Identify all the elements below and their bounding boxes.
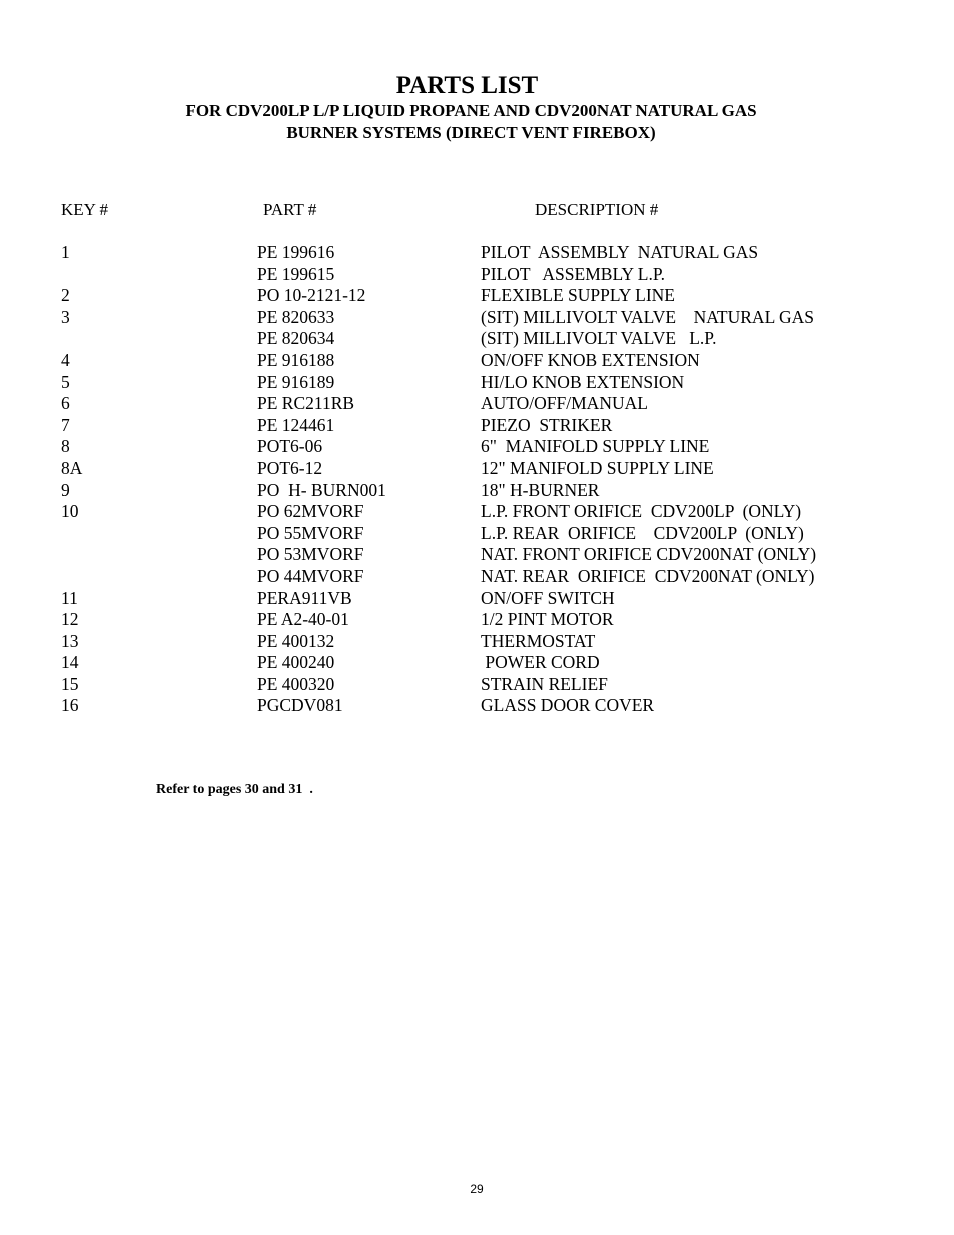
table-row bbox=[0, 588, 954, 610]
table-row bbox=[0, 609, 954, 631]
part-description-cell: NAT. FRONT ORIFICE CDV200NAT (ONLY) bbox=[481, 544, 817, 565]
part-key-cell: 13 bbox=[61, 630, 79, 651]
part-number-cell: PE 820633 bbox=[257, 306, 335, 327]
part-number-cell: PGCDV081 bbox=[257, 695, 343, 716]
subtitle-line-1: FOR CDV200LP L/P LIQUID PROPANE AND CDV200NAT NATURAL GAS bbox=[185, 101, 757, 120]
part-description-cell: THERMOSTAT bbox=[481, 630, 596, 651]
part-description-cell: POWER CORD bbox=[481, 652, 600, 673]
part-number-cell: PE 400132 bbox=[257, 630, 335, 651]
part-description-cell: NAT. REAR ORIFICE CDV200NAT (ONLY) bbox=[481, 565, 815, 586]
table-row bbox=[0, 631, 954, 653]
table-row bbox=[0, 501, 954, 523]
page-number: 29 bbox=[470, 1182, 484, 1196]
part-number-cell: PERA911VB bbox=[257, 587, 352, 608]
table-row bbox=[0, 328, 954, 350]
part-key-cell: 5 bbox=[61, 371, 70, 392]
part-description-cell: 1/2 PINT MOTOR bbox=[481, 609, 614, 630]
part-description-cell: L.P. FRONT ORIFICE CDV200LP (ONLY) bbox=[481, 501, 802, 522]
table-row bbox=[0, 695, 954, 717]
column-header-description: DESCRIPTION # bbox=[535, 200, 659, 219]
part-number-cell: PE 124461 bbox=[257, 414, 335, 435]
part-number-cell: PE RC211RB bbox=[257, 393, 355, 414]
part-key-cell: 15 bbox=[61, 673, 79, 694]
part-number-cell: PO 53MVORF bbox=[257, 544, 364, 565]
part-description-cell: ON/OFF KNOB EXTENSION bbox=[481, 349, 700, 370]
table-row bbox=[0, 393, 954, 415]
table-row bbox=[0, 523, 954, 545]
part-number-cell: PO 62MVORF bbox=[257, 501, 364, 522]
part-key-cell: 11 bbox=[61, 587, 78, 608]
part-key-cell: 3 bbox=[61, 306, 70, 327]
part-number-cell: POT6-12 bbox=[257, 457, 323, 478]
part-key-cell: 7 bbox=[61, 414, 70, 435]
part-key-cell: 16 bbox=[61, 695, 79, 716]
part-key-cell: 9 bbox=[61, 479, 70, 500]
part-number-cell: PE 916188 bbox=[257, 349, 335, 370]
table-row bbox=[0, 458, 954, 480]
part-description-cell: PILOT ASSEMBLY L.P. bbox=[481, 263, 665, 284]
table-row bbox=[0, 480, 954, 502]
part-description-cell: STRAIN RELIEF bbox=[481, 673, 608, 694]
table-row bbox=[0, 372, 954, 394]
table-row bbox=[0, 415, 954, 437]
part-number-cell: PO 55MVORF bbox=[257, 522, 364, 543]
part-key-cell: 8A bbox=[61, 457, 83, 478]
part-number-cell: PE 199616 bbox=[257, 242, 335, 262]
part-number-cell: PO 44MVORF bbox=[257, 565, 364, 586]
part-key-cell: 4 bbox=[61, 349, 70, 370]
part-description-cell: L.P. REAR ORIFICE CDV200LP (ONLY) bbox=[481, 522, 804, 543]
part-number-cell: POT6-06 bbox=[257, 436, 323, 457]
reference-note: Refer to pages 30 and 31 . bbox=[156, 782, 313, 797]
part-key-cell: 2 bbox=[61, 285, 70, 306]
subtitle-line-2: BURNER SYSTEMS (DIRECT VENT FIREBOX) bbox=[286, 123, 656, 142]
table-row bbox=[0, 307, 954, 329]
part-description-cell: PIEZO STRIKER bbox=[481, 414, 613, 435]
part-key-cell: 8 bbox=[61, 436, 70, 457]
parts-table bbox=[0, 242, 954, 717]
part-description-cell: 6" MANIFOLD SUPPLY LINE bbox=[481, 436, 710, 457]
part-number-cell: PE 400320 bbox=[257, 673, 335, 694]
part-key-cell: 12 bbox=[61, 609, 79, 630]
part-number-cell: PE A2-40-01 bbox=[257, 609, 349, 630]
column-header-part: PART # bbox=[263, 200, 317, 219]
part-description-cell: (SIT) MILLIVOLT VALVE L.P. bbox=[481, 328, 717, 349]
table-row bbox=[0, 242, 954, 264]
part-number-cell: PE 199615 bbox=[257, 263, 335, 284]
table-row bbox=[0, 652, 954, 674]
part-key-cell: 6 bbox=[61, 393, 70, 414]
table-row bbox=[0, 544, 954, 566]
table-row bbox=[0, 566, 954, 588]
part-key-cell: 14 bbox=[61, 652, 79, 673]
table-row bbox=[0, 285, 954, 307]
part-number-cell: PO 10-2121-12 bbox=[257, 285, 366, 306]
part-description-cell: FLEXIBLE SUPPLY LINE bbox=[481, 285, 675, 306]
page-title: PARTS LIST bbox=[395, 72, 539, 99]
part-description-cell: 12" MANIFOLD SUPPLY LINE bbox=[481, 457, 714, 478]
part-description-cell: AUTO/OFF/MANUAL bbox=[481, 393, 648, 414]
part-number-cell: PO H- BURN001 bbox=[257, 479, 386, 500]
part-number-cell: PE 400240 bbox=[257, 652, 335, 673]
table-row bbox=[0, 436, 954, 458]
part-description-cell: PILOT ASSEMBLY NATURAL GAS bbox=[481, 242, 759, 262]
part-description-cell: (SIT) MILLIVOLT VALVE NATURAL GAS bbox=[481, 306, 814, 327]
part-description-cell: ON/OFF SWITCH bbox=[481, 587, 615, 608]
part-number-cell: PE 820634 bbox=[257, 328, 335, 349]
table-row bbox=[0, 350, 954, 372]
column-header-key: KEY # bbox=[61, 200, 109, 219]
part-description-cell: HI/LO KNOB EXTENSION bbox=[481, 371, 685, 392]
part-key-cell: 10 bbox=[61, 501, 79, 522]
part-description-cell: GLASS DOOR COVER bbox=[481, 695, 655, 716]
table-row bbox=[0, 674, 954, 696]
part-number-cell: PE 916189 bbox=[257, 371, 335, 392]
part-description-cell: 18" H-BURNER bbox=[481, 479, 600, 500]
table-row bbox=[0, 264, 954, 286]
part-key-cell: 1 bbox=[61, 242, 70, 262]
